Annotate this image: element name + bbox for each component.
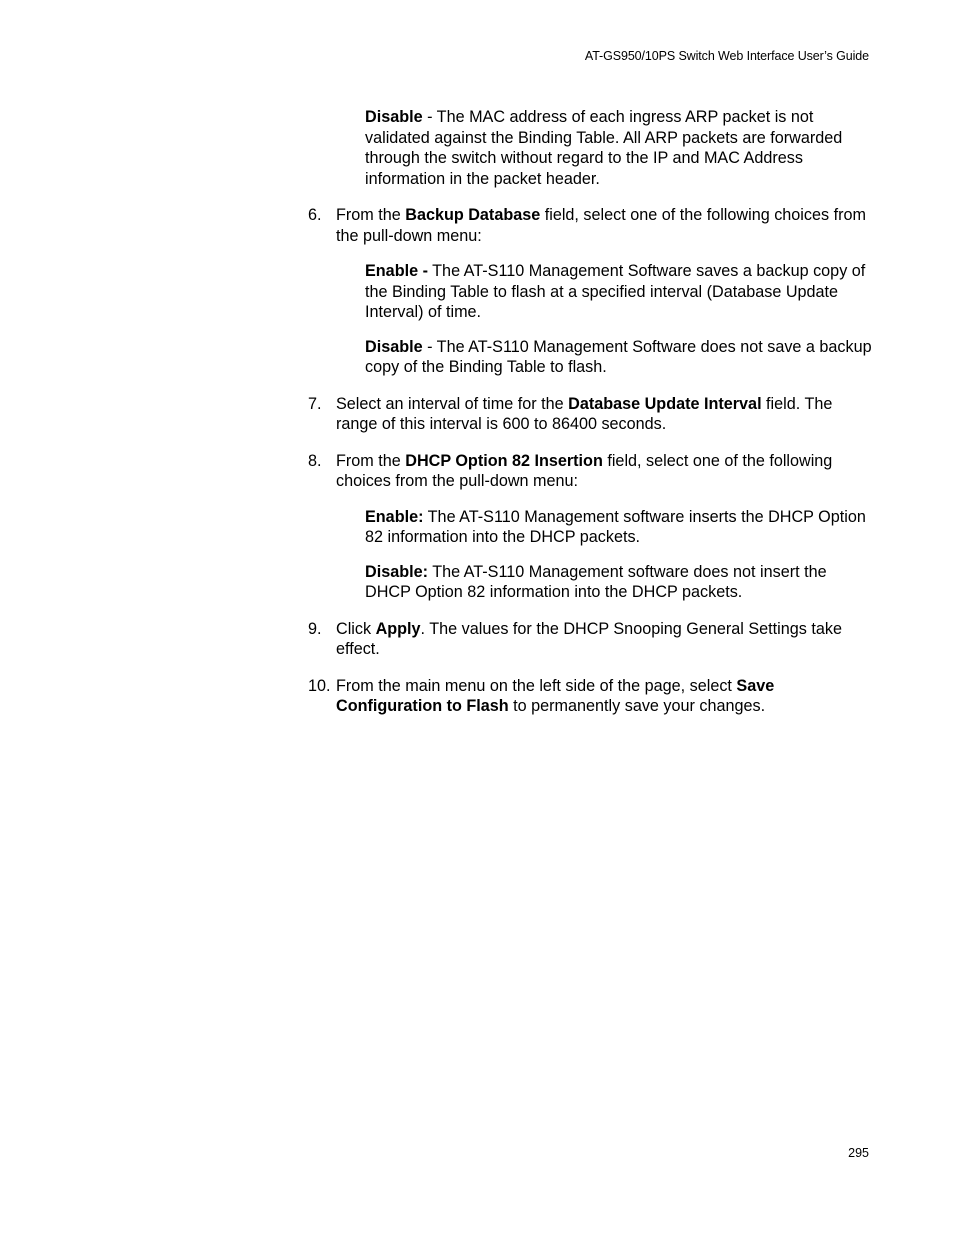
step-8 bbox=[308, 451, 873, 492]
option-term: Disable: bbox=[365, 562, 428, 581]
page-number: 295 bbox=[848, 1146, 869, 1160]
option-term: Disable bbox=[365, 108, 423, 126]
step-number: 10. bbox=[308, 676, 331, 695]
option-enable-option82 bbox=[365, 507, 873, 548]
option-disable-backup bbox=[365, 337, 873, 378]
option-disable-option82 bbox=[365, 562, 873, 603]
option-term: Enable: bbox=[365, 507, 424, 526]
document-body bbox=[308, 107, 873, 733]
option-enable-backup bbox=[365, 261, 873, 323]
step-9 bbox=[308, 619, 873, 660]
running-header: AT-GS950/10PS Switch Web Interface User’s Guide bbox=[584, 49, 869, 63]
step-number: 7. bbox=[308, 394, 322, 413]
step-10 bbox=[308, 676, 873, 717]
option-term: Disable bbox=[365, 337, 423, 356]
option-text: - The MAC address of each ingress ARP packet is not validated against the Binding Table. All ARP packets are forwarded through the switch without regard to the IP and MAC Address information in the packet header. bbox=[365, 108, 843, 188]
step-number: 8. bbox=[308, 451, 322, 470]
step-text: Click Apply. The values for the DHCP Snooping General Settings take effect. bbox=[336, 619, 842, 658]
option-text: The AT-S110 Management software does not insert the DHCP Option 82 information into the DHCP packets. bbox=[365, 562, 827, 601]
step-number: 6. bbox=[308, 206, 322, 224]
option-text: The AT-S110 Management software inserts the DHCP Option 82 information into the DHCP packets. bbox=[365, 507, 866, 546]
option-text: - The AT-S110 Management Software does not save a backup copy of the Binding Table to flash. bbox=[365, 337, 872, 376]
option-term: Enable - bbox=[365, 262, 428, 280]
step-7 bbox=[308, 394, 873, 435]
step-number: 9. bbox=[308, 619, 322, 638]
step-text: From the DHCP Option 82 Insertion field, select one of the following choices from the pull-down menu: bbox=[336, 451, 833, 490]
step-text: Select an interval of time for the Database Update Interval field. The range of this interval is 600 to 86400 seconds. bbox=[336, 394, 833, 433]
option-text: The AT-S110 Management Software saves a backup copy of the Binding Table to flash at a specified interval (Database Update Interval) of time. bbox=[365, 262, 866, 321]
step-text: From the Backup Database field, select one of the following choices from the pull-down menu: bbox=[336, 206, 866, 245]
step-text: From the main menu on the left side of the page, select Save Configuration to Flash to permanently save your changes. bbox=[336, 676, 775, 715]
option-disable-arp bbox=[365, 107, 873, 189]
step-6 bbox=[308, 205, 873, 246]
